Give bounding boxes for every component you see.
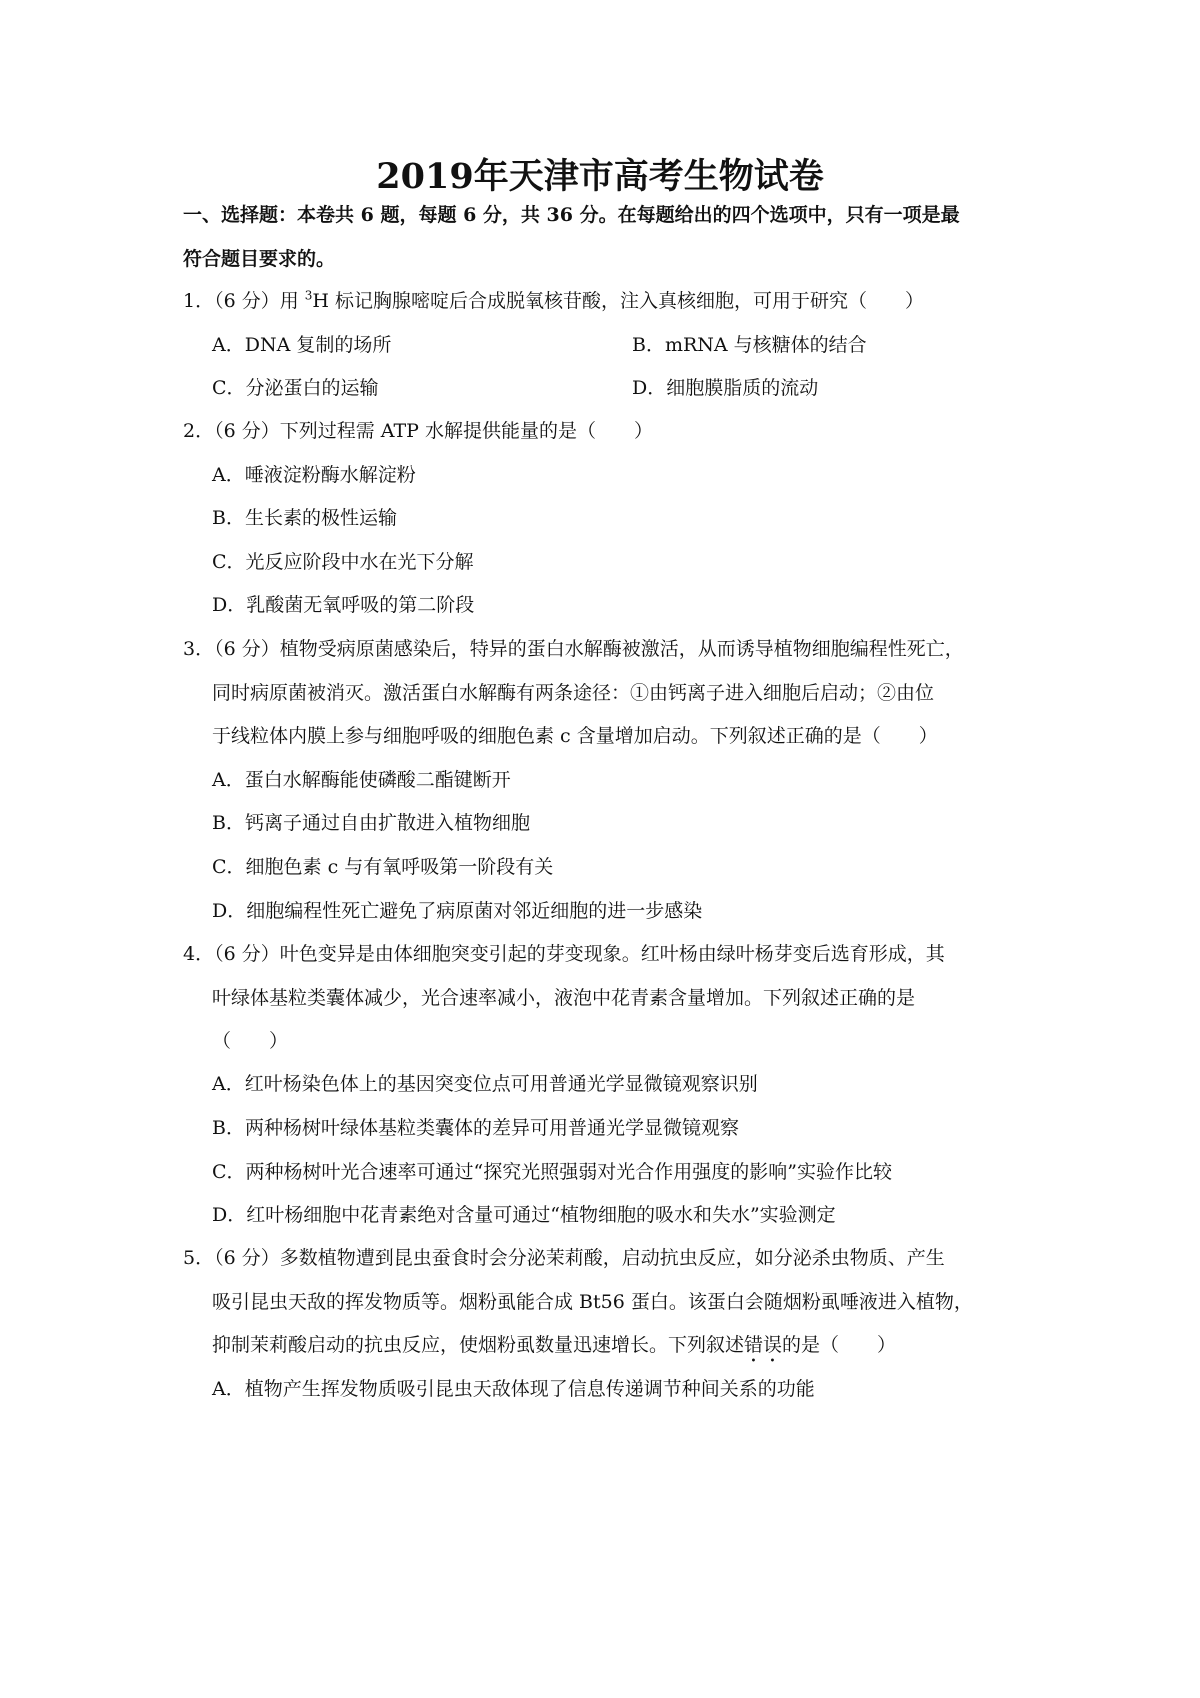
question-text: （6 分）用 xyxy=(214,290,305,312)
page-title: 2019年天津市高考生物试卷 xyxy=(376,156,824,197)
q1-option-c: C．分泌蛋白的运输 xyxy=(212,377,379,399)
question-1 xyxy=(183,286,924,316)
q2-option-a: A．唾液淀粉酶水解淀粉 xyxy=(212,464,416,486)
question-5-line2: 吸引昆虫天敌的挥发物质等。烟粉虱能合成 Bt56 蛋白。该蛋白会随烟粉虱唾液进入植物， xyxy=(212,1291,973,1313)
question-number: 1． xyxy=(183,290,215,312)
q3-option-b: B．钙离子通过自由扩散进入植物细胞 xyxy=(212,812,530,834)
question-3-line2: 同时病原菌被消灭。激活蛋白水解酶有两条途径：①由钙离子进入细胞后启动；②由位 xyxy=(212,682,935,704)
section-heading-line2: 符合题目要求的。 xyxy=(183,248,336,270)
question-number: 4． xyxy=(183,943,215,965)
q3-option-c: C．细胞色素 c 与有氧呼吸第一阶段有关 xyxy=(212,856,554,878)
q4-option-b: B．两种杨树叶绿体基粒类囊体的差异可用普通光学显微镜观察 xyxy=(212,1117,739,1139)
q5-option-a: A．植物产生挥发物质吸引昆虫天敌体现了信息传递调节种间关系的功能 xyxy=(212,1378,815,1400)
question-3 xyxy=(183,634,964,664)
question-text: 抑制茉莉酸启动的抗虫反应，使烟粉虱数量迅速增长。下列叙述 xyxy=(212,1334,745,1356)
question-text: （6 分）多数植物遭到昆虫蚕食时会分泌茉莉酸，启动抗虫反应，如分泌杀虫物质、产生 xyxy=(214,1247,945,1269)
question-text: 的是（ ） xyxy=(782,1334,897,1356)
q1-option-b: B．mRNA 与核糖体的结合 xyxy=(632,334,867,356)
q2-option-b: B．生长素的极性运输 xyxy=(212,507,397,529)
q1-option-d: D．细胞膜脂质的流动 xyxy=(632,377,819,399)
superscript: 3 xyxy=(304,288,313,303)
q4-option-d: D．红叶杨细胞中花青素绝对含量可通过“植物细胞的吸水和失水”实验测定 xyxy=(212,1204,836,1226)
q1-option-a: A．DNA 复制的场所 xyxy=(212,334,392,356)
q4-option-a: A．红叶杨染色体上的基因突变位点可用普通光学显微镜观察识别 xyxy=(212,1073,758,1095)
question-3-line3: 于线粒体内膜上参与细胞呼吸的细胞色素 c 含量增加启动。下列叙述正确的是（ ） xyxy=(212,725,938,747)
question-5-line3 xyxy=(212,1330,896,1367)
question-number: 3． xyxy=(183,638,215,660)
q3-option-d: D．细胞编程性死亡避免了病原菌对邻近细胞的进一步感染 xyxy=(212,900,703,922)
section-heading-line1: 一、选择题：本卷共 6 题，每题 6 分，共 36 分。在每题给出的四个选项中，只有一项是最 xyxy=(183,204,960,226)
emphasized-word: 错误 xyxy=(744,1334,783,1356)
question-text: （6 分）下列过程需 ATP 水解提供能量的是（ ） xyxy=(214,420,653,442)
q2-option-d: D．乳酸菌无氧呼吸的第二阶段 xyxy=(212,594,475,616)
question-number: 2． xyxy=(183,420,215,442)
question-text: H 标记胸腺嘧啶后合成脱氧核苷酸，注入真核细胞，可用于研究（ ） xyxy=(312,290,925,312)
question-text: （6 分）叶色变异是由体细胞突变引起的芽变现象。红叶杨由绿叶杨芽变后选育形成，其 xyxy=(214,943,945,965)
q2-option-c: C．光反应阶段中水在光下分解 xyxy=(212,551,474,573)
question-2 xyxy=(183,416,653,446)
question-4 xyxy=(183,939,945,969)
question-5 xyxy=(183,1243,945,1273)
q3-option-a: A．蛋白水解酶能使磷酸二酯键断开 xyxy=(212,769,511,791)
question-4-line3: （ ） xyxy=(212,1030,289,1052)
question-number: 5． xyxy=(183,1247,215,1269)
question-4-line2: 叶绿体基粒类囊体减少，光合速率减小，液泡中花青素含量增加。下列叙述正确的是 xyxy=(212,987,916,1009)
question-text: （6 分）植物受病原菌感染后，特异的蛋白水解酶被激活，从而诱导植物细胞编程性死亡， xyxy=(214,638,964,660)
q4-option-c: C．两种杨树叶光合速率可通过“探究光照强弱对光合作用强度的影响”实验作比较 xyxy=(212,1161,892,1183)
